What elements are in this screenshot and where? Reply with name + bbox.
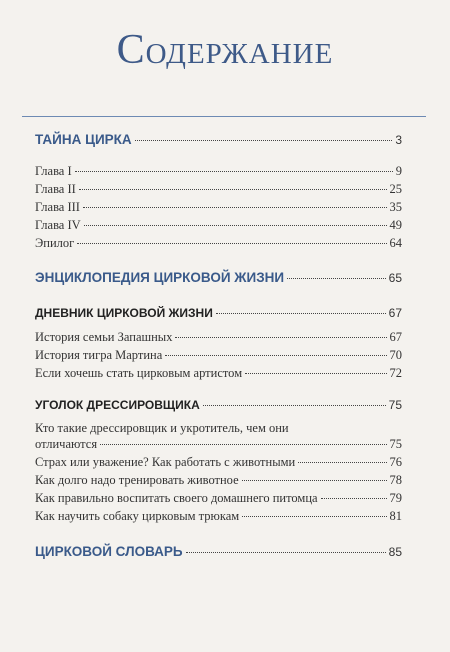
dot-leader: [77, 243, 386, 244]
toc-section-diary[interactable]: [35, 306, 402, 320]
toc-item-chapter-1[interactable]: [35, 164, 402, 179]
dot-leader: [79, 189, 387, 190]
toc-item-label: История семьи Запашных: [35, 330, 173, 344]
toc-page-number: 75: [389, 437, 402, 451]
toc-item-label: Как научить собаку цирковым трюкам: [35, 509, 240, 523]
dot-leader: [100, 444, 386, 445]
toc-page-number: 76: [389, 455, 402, 469]
dot-leader: [321, 498, 387, 499]
toc-page-number: 67: [388, 306, 402, 320]
dot-leader: [216, 313, 386, 314]
dot-leader: [75, 171, 393, 172]
toc-item-label: Страх или уважение? Как работать с животными: [35, 455, 296, 469]
toc-page-number: 64: [389, 236, 402, 250]
toc-item-label: Как долго надо тренировать животное: [35, 473, 239, 487]
page-title: Содержание: [116, 27, 334, 73]
toc-item-become-artist[interactable]: [35, 366, 402, 381]
toc-page-number: 25: [389, 182, 402, 196]
toc-item-label: Глава III: [35, 200, 80, 214]
toc-page-number: 81: [389, 509, 402, 523]
toc-page-number: 67: [389, 330, 402, 344]
dot-leader: [83, 207, 387, 208]
dot-leader: [298, 462, 386, 463]
toc-item-label: История тигра Мартина: [35, 348, 163, 362]
toc-section-circus-secret[interactable]: [35, 132, 402, 147]
toc-item-trainer-tamer[interactable]: [35, 437, 402, 452]
toc-section-label: ТАЙНА ЦИРКА: [35, 132, 132, 147]
toc-section-label: ЦИРКОВОЙ СЛОВАРЬ: [35, 544, 183, 559]
toc-item-label: Эпилог: [35, 236, 75, 250]
toc-page-number: 65: [388, 271, 402, 285]
dot-leader: [84, 225, 387, 226]
toc-item-label: Как правильно воспитать своего домашнего питомца: [35, 491, 318, 505]
dot-leader: [242, 480, 387, 481]
toc-page-number: 85: [388, 545, 402, 559]
toc-page-number: 72: [389, 366, 402, 380]
toc-item-label: отличаются: [35, 437, 98, 451]
toc-section-trainer-corner[interactable]: [35, 398, 402, 412]
dot-leader: [242, 516, 386, 517]
toc-item-label: Глава I: [35, 164, 72, 178]
toc-item-label: Глава II: [35, 182, 76, 196]
toc-item-dog-tricks[interactable]: [35, 509, 402, 524]
toc-item-trainer-tamer-line1: Кто такие дрессировщик и укротитель, чем они: [35, 421, 289, 435]
toc-page-number: 9: [395, 164, 402, 178]
title-divider: [22, 116, 426, 117]
toc-page-number: 70: [389, 348, 402, 362]
toc-item-tiger-martin[interactable]: [35, 348, 402, 363]
toc-page-number: 3: [395, 133, 402, 147]
toc-item-chapter-4[interactable]: [35, 218, 402, 233]
toc-page-number: 75: [388, 398, 402, 412]
toc-page-number: 79: [389, 491, 402, 505]
toc-page-number: 49: [389, 218, 402, 232]
toc-item-chapter-2[interactable]: [35, 182, 402, 197]
dot-leader: [135, 140, 393, 141]
toc-section-label: ДНЕВНИК ЦИРКОВОЙ ЖИЗНИ: [35, 306, 213, 320]
toc-item-epilogue[interactable]: [35, 236, 402, 251]
toc-item-zapashny-family[interactable]: [35, 330, 402, 345]
toc-page-number: 35: [389, 200, 402, 214]
toc-section-dictionary[interactable]: [35, 544, 402, 559]
toc-item-chapter-3[interactable]: [35, 200, 402, 215]
dot-leader: [186, 552, 386, 553]
toc-page-number: 78: [389, 473, 402, 487]
toc-section-label: УГОЛОК ДРЕССИРОВЩИКА: [35, 398, 200, 412]
dot-leader: [287, 278, 386, 279]
toc-item-label: Глава IV: [35, 218, 81, 232]
dot-leader: [175, 337, 386, 338]
dot-leader: [245, 373, 386, 374]
toc-section-encyclopedia[interactable]: [35, 270, 402, 285]
toc-section-label: ЭНЦИКЛОПЕДИЯ ЦИРКОВОЙ ЖИЗНИ: [35, 270, 285, 285]
dot-leader: [165, 355, 386, 356]
toc-item-label: Если хочешь стать цирковым артистом: [35, 366, 243, 380]
dot-leader: [203, 405, 386, 406]
toc-item-fear-or-respect[interactable]: [35, 455, 402, 470]
toc-item-training-duration[interactable]: [35, 473, 402, 488]
toc-item-raise-pet[interactable]: [35, 491, 402, 506]
